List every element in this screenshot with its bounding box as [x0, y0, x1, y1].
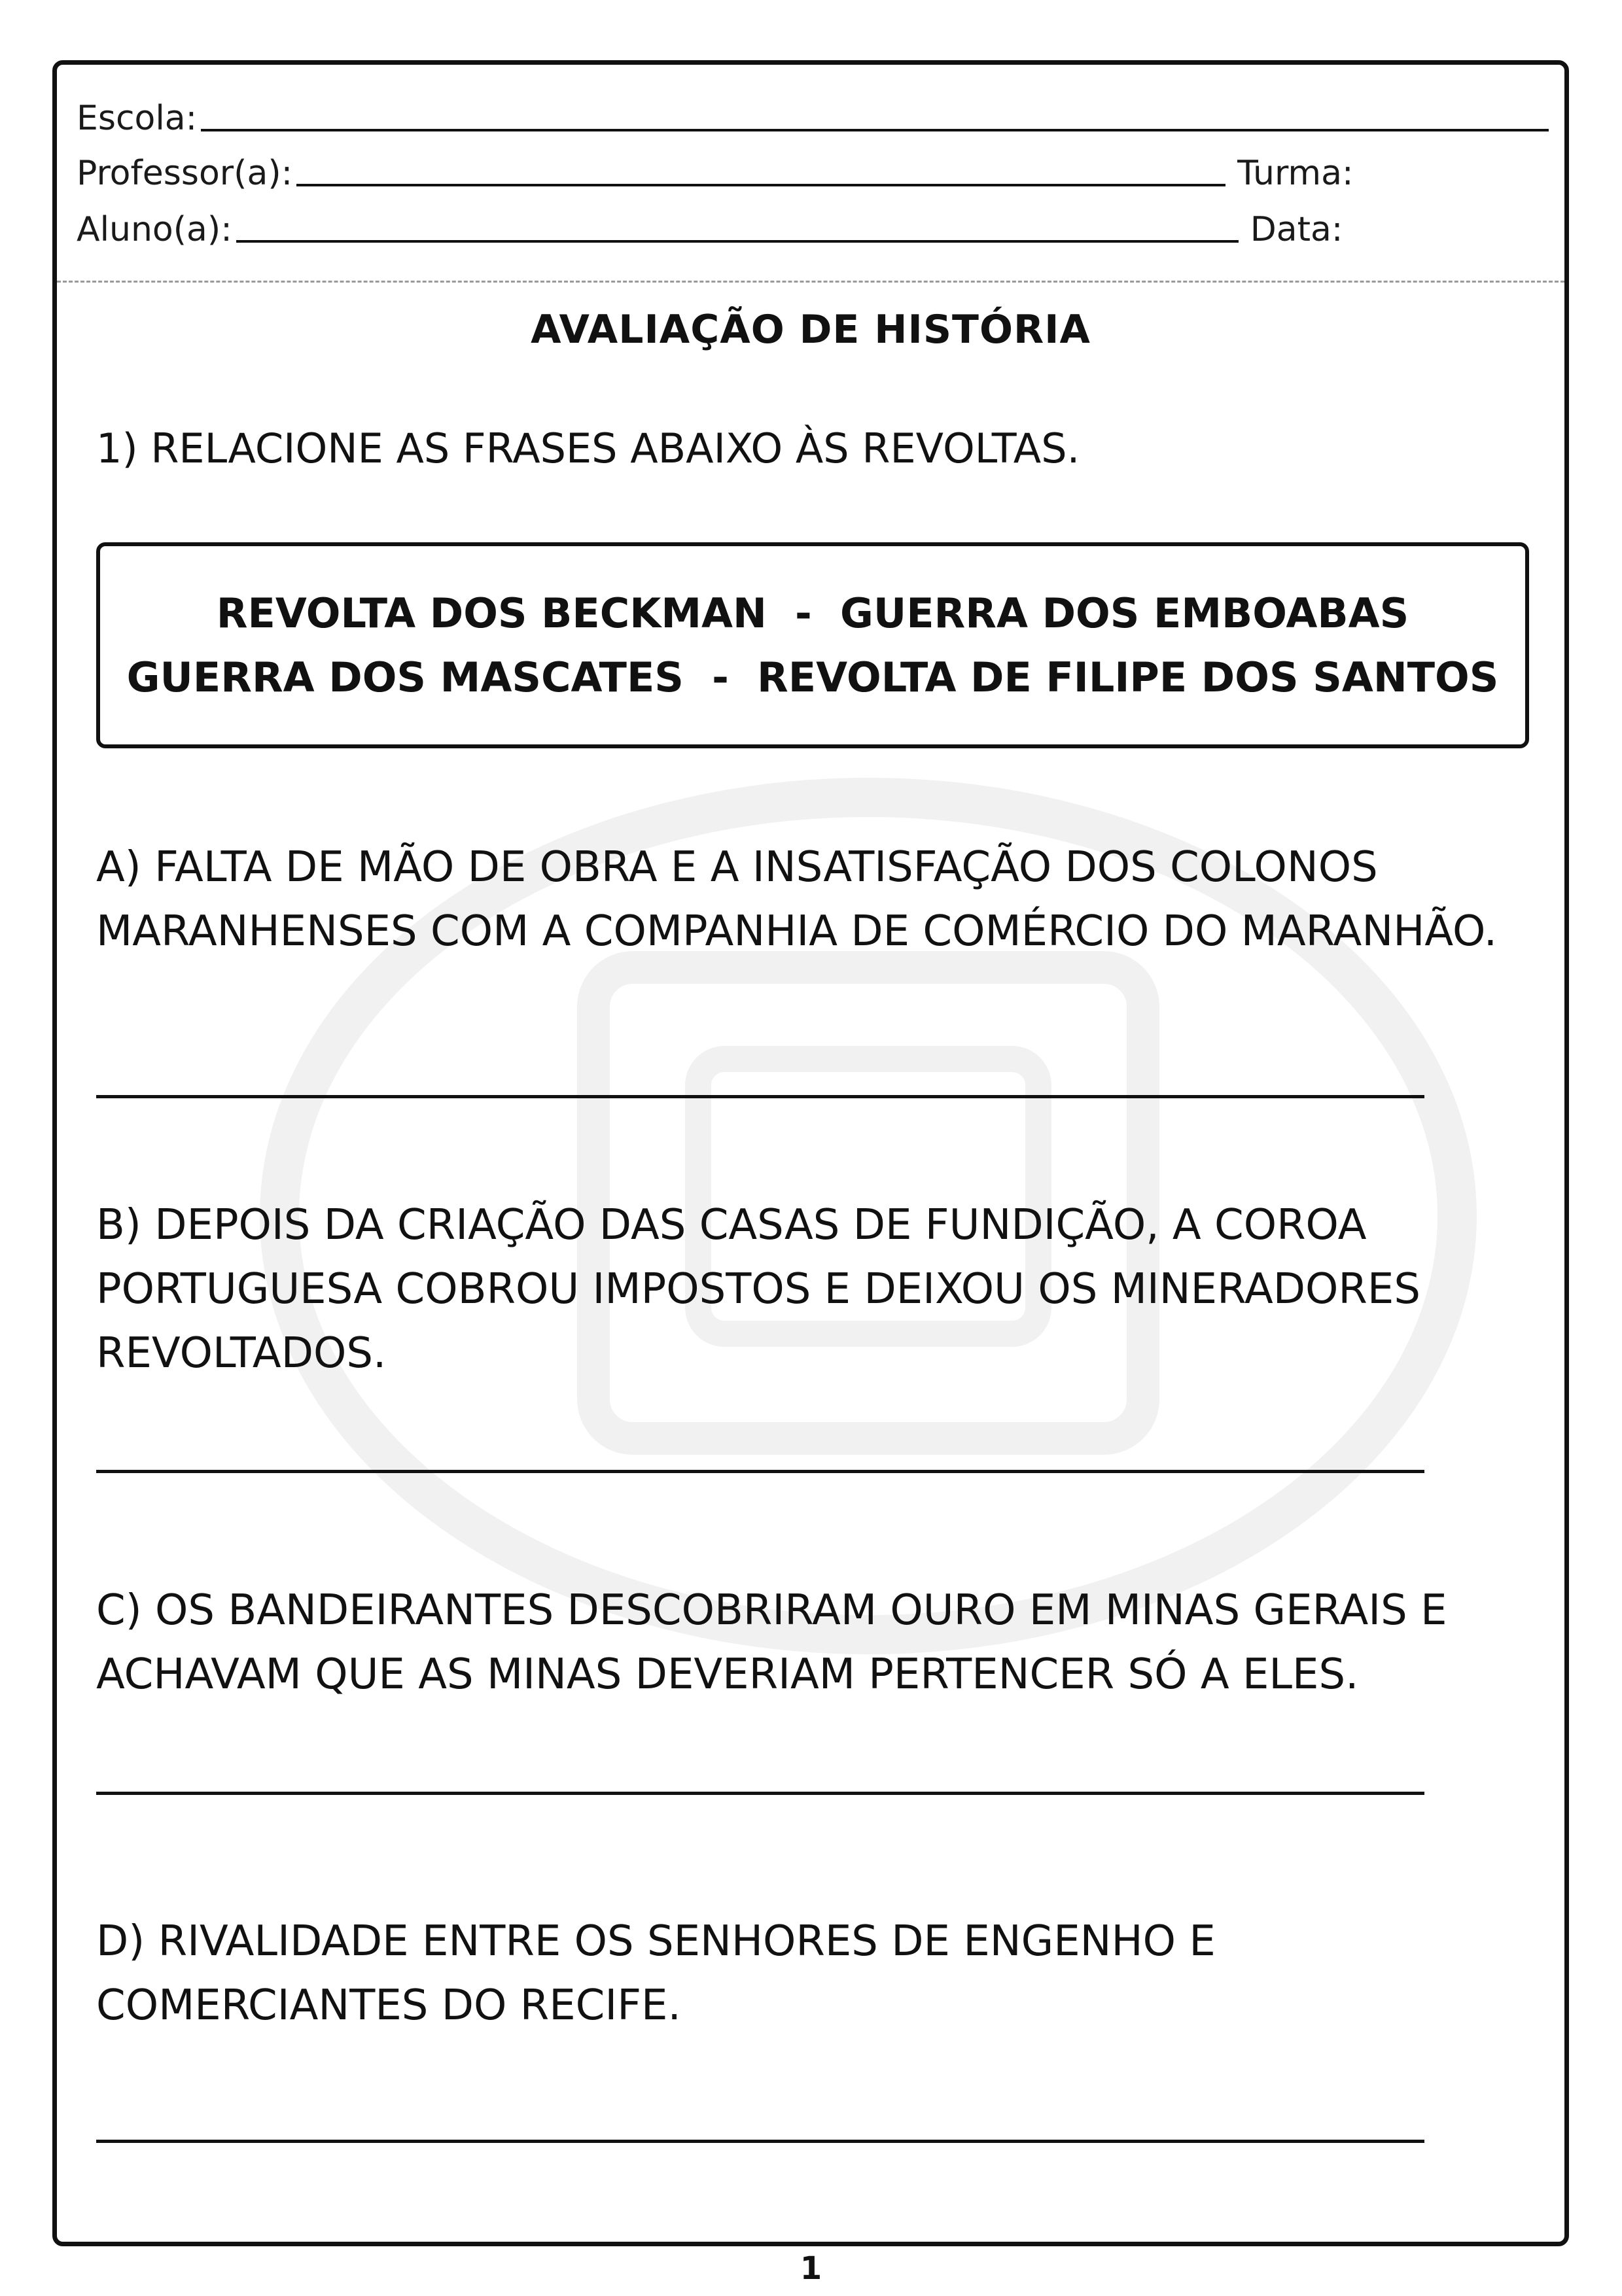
answer-line-a[interactable] — [96, 1095, 1424, 1098]
school-field[interactable] — [201, 129, 1549, 131]
teacher-field[interactable] — [296, 184, 1225, 186]
item-d: D) RIVALIDADE ENTRE OS SENHORES DE ENGENHO E COMERCIANTES DO RECIFE. — [96, 1917, 1216, 2030]
date-label: Data: — [1250, 210, 1343, 249]
page-number: 1 — [800, 2250, 822, 2287]
answer-line-d[interactable] — [96, 2140, 1424, 2143]
student-line — [77, 210, 1549, 249]
teacher-line — [77, 154, 1549, 193]
item-c: C) OS BANDEIRANTES DESCOBRIRAM OURO EM MINAS GERAIS E ACHAVAM QUE AS MINAS DEVERIAM PERTENCER SÓ A ELES. — [96, 1586, 1447, 1699]
options-row-1: REVOLTA DOS BECKMAN - GUERRA DOS EMBOABAS — [216, 589, 1409, 637]
options-row-2: GUERRA DOS MASCATES - REVOLTA DE FILIPE DOS SANTOS — [126, 653, 1499, 701]
student-field[interactable] — [236, 240, 1239, 243]
school-label: Escola: — [77, 99, 198, 138]
teacher-label: Professor(a): — [77, 154, 293, 193]
answer-line-c[interactable] — [96, 1792, 1424, 1795]
worksheet-frame — [52, 60, 1569, 2246]
school-line — [77, 99, 1549, 138]
answer-line-b[interactable] — [96, 1470, 1424, 1473]
item-b: B) DEPOIS DA CRIAÇÃO DAS CASAS DE FUNDIÇÃO, A COROA PORTUGUESA COBROU IMPOSTOS E DEIXOU OS MINERADORES REVOLTADOS. — [96, 1201, 1420, 1378]
class-label: Turma: — [1237, 154, 1354, 193]
options-box — [96, 542, 1529, 748]
header-divider — [57, 281, 1564, 283]
item-a: A) FALTA DE MÃO DE OBRA E A INSATISFAÇÃO DOS COLONOS MARANHENSES COM A COMPANHIA DE COMÉRCIO DO MARANHÃO. — [96, 843, 1498, 956]
page-title: AVALIAÇÃO DE HISTÓRIA — [531, 307, 1091, 353]
student-label: Aluno(a): — [77, 210, 232, 249]
question-1: 1) RELACIONE AS FRASES ABAIXO ÀS REVOLTAS. — [96, 425, 1080, 472]
